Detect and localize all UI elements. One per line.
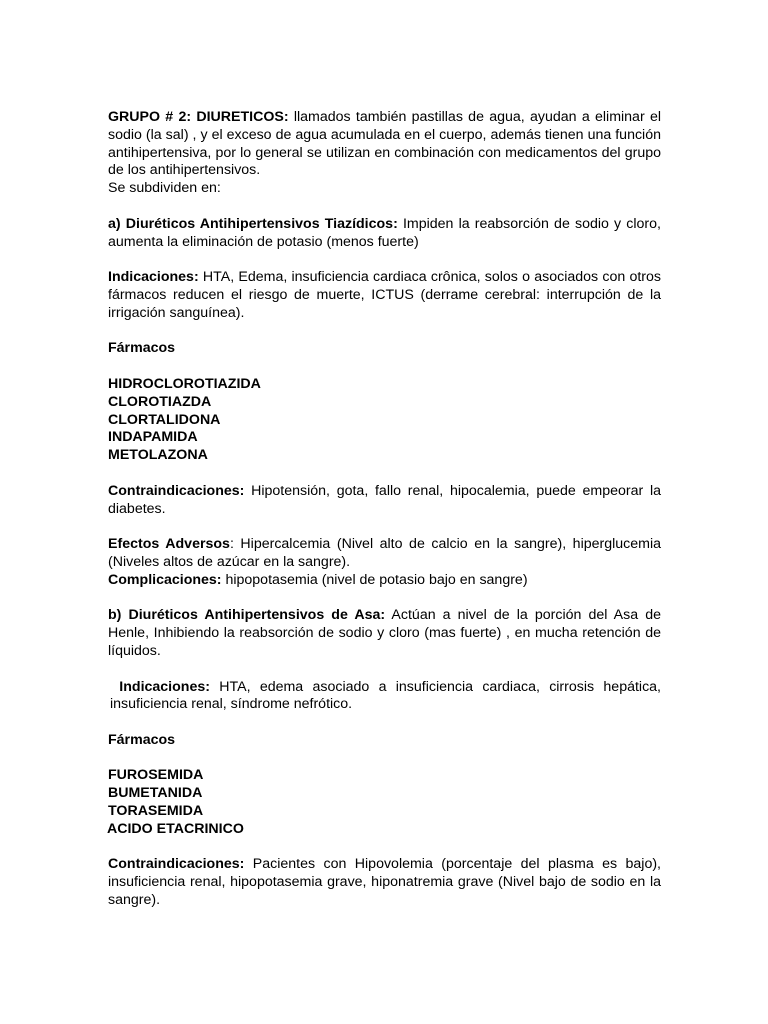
intro-paragraph xyxy=(108,109,661,180)
indications-text: HTA, Edema, insuficiencia cardiaca crônica, solos o asociados con otros fármacos reducen el riesgo de muerte, ICTUS (derrame cerebral: interrupción de la irrigación sanguínea). xyxy=(108,269,661,321)
drug-item: CLORTALIDONA xyxy=(108,411,221,428)
section-a-complications xyxy=(108,572,661,590)
section-a-drug-list xyxy=(108,376,661,465)
contra-label: Contraindicaciones: xyxy=(108,482,245,499)
drug-item: ACIDO ETACRINICO xyxy=(107,820,244,837)
section-b-text: Actúan a nivel de la porción del Asa de Henle, Inhibiendo la reabsorción de sodio y cloro (mas fuerte) , en mucha retención de líquidos. xyxy=(108,607,661,659)
section-b-paragraph xyxy=(108,607,661,660)
section-a-text: Impiden la reabsorción de sodio y cloro, aumenta la eliminación de potasio (menos fuerte) xyxy=(108,215,661,250)
drugs-label: Fármacos xyxy=(108,731,176,748)
complic-text: hipopotasemia (nivel de potasio bajo en sangre) xyxy=(221,571,528,588)
contra-text: Pacientes con Hipovolemia (porcentaje del plasma es bajo), insuficiencia renal, hipopotasemia grave, hiponatremia grave (Nivel bajo de sodio en la sangre). xyxy=(108,856,661,909)
document-body xyxy=(108,109,661,910)
section-b-indications xyxy=(108,679,661,715)
section-a-heading: a) Diuréticos Antihipertensivos Tiazídicos: xyxy=(108,215,398,232)
complic-label: Complicaciones: xyxy=(108,571,222,588)
drug-item: HIDROCLOROTIAZIDA xyxy=(108,375,261,392)
subdivide-line: Se subdividen en: xyxy=(108,180,221,197)
indications-text: HTA, edema asociado a insuficiencia cardiaca, cirrosis hepática, insuficiencia renal, síndrome nefrótico. xyxy=(110,678,661,713)
section-b-heading: b) Diuréticos Antihipertensivos de Asa: xyxy=(108,607,386,624)
drug-item: METOLAZONA xyxy=(108,447,208,464)
drug-item: INDAPAMIDA xyxy=(108,429,198,446)
group-title: GRUPO # 2: DIURETICOS: xyxy=(108,109,289,125)
section-b-drugs-label xyxy=(108,732,661,750)
drug-item: CLOROTIAZDA xyxy=(108,393,212,410)
contra-label: Contraindicaciones: xyxy=(108,856,245,873)
drugs-label: Fármacos xyxy=(108,340,176,357)
drug-item: TORASEMIDA xyxy=(108,803,204,820)
adverse-text: : Hipercalcemia (Nivel alto de calcio en la sangre), hiperglucemia (Niveles altos de azúcar en la sangre). xyxy=(108,536,662,570)
section-a-paragraph xyxy=(108,216,661,252)
drug-item: FUROSEMIDA xyxy=(108,767,204,784)
adverse-label: Efectos Adversos xyxy=(108,536,230,553)
indications-label: Indicaciones: xyxy=(119,678,210,695)
drug-item: BUMETANIDA xyxy=(108,785,203,802)
section-a-drugs-label xyxy=(108,340,661,358)
section-a-adverse xyxy=(108,536,661,572)
section-a-indications xyxy=(108,269,661,322)
section-b-contraindications xyxy=(108,856,661,909)
contra-text: Hipotensión, gota, fallo renal, hipocalemia, puede empeorar la diabetes. xyxy=(108,482,661,517)
indications-label: Indicaciones: xyxy=(108,269,199,286)
section-a-contraindications xyxy=(108,483,661,519)
intro-text: llamados también pastillas de agua, ayudan a eliminar el sodio (la sal) , y el exceso de agua acumulada en el cuerpo, además tienen una función antihipertensiva, por lo general se utilizan en combinación con medicamentos del grupo de los antihipertensivos. xyxy=(108,109,661,179)
section-b-drug-list xyxy=(108,767,661,838)
